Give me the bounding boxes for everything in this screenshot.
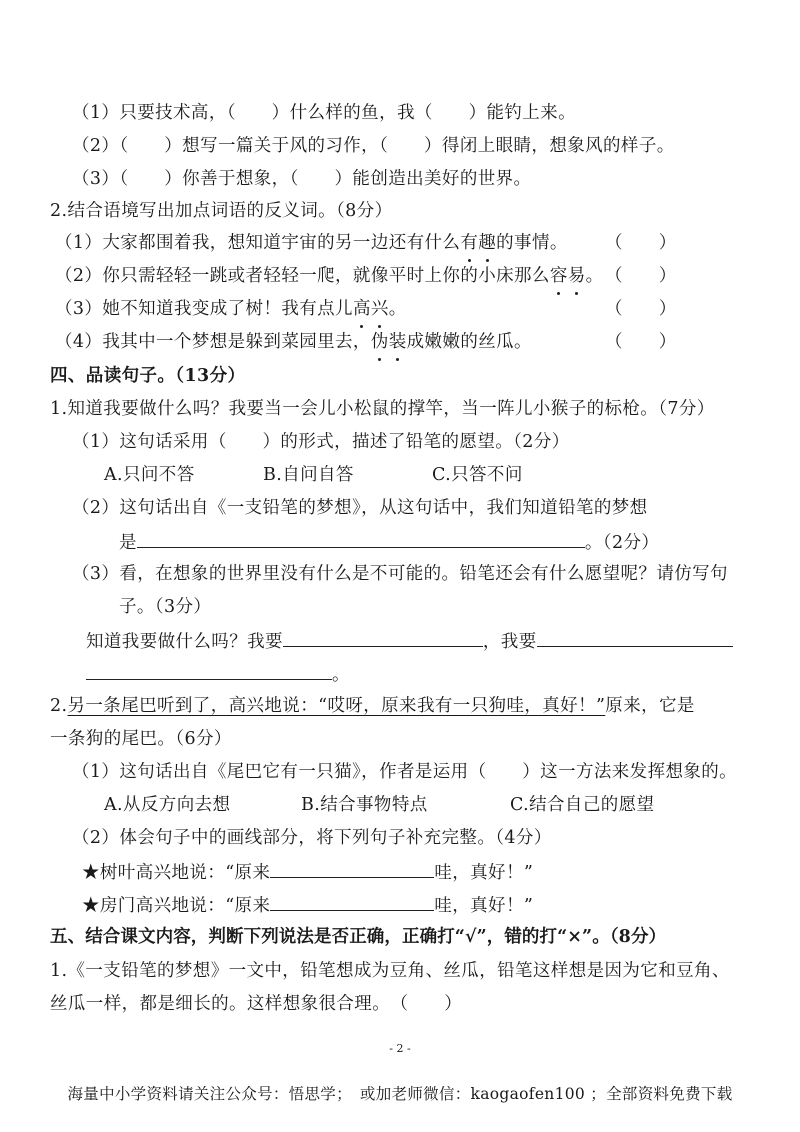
star-item-2: ★房门高兴地说：“原来 哇，真好！”	[82, 892, 533, 918]
question-1-sub2: （2）这句话出自《一支铅笔的梦想》，从这句话中，我们知道铅笔的梦想	[72, 498, 648, 518]
answer-blank[interactable]	[137, 529, 585, 548]
judge-item-1: 1.《一支铅笔的梦想》一文中，铅笔想成为豆角、丝瓜，铅笔这样想是因为它和豆角、	[50, 961, 730, 981]
answer-blank[interactable]	[86, 661, 332, 680]
answer-paren[interactable]: （ ）	[605, 233, 677, 253]
question-2-sub2: （2）体会句子中的画线部分，将下列句子补充完整。（4分）	[72, 828, 552, 848]
dotted-char: 伪	[370, 332, 389, 352]
answer-blank[interactable]	[270, 859, 434, 878]
answer-blank[interactable]	[537, 628, 733, 647]
antonym-item-3: （3）她不知道我变成了树！我有点儿高兴。	[55, 299, 407, 319]
option-c[interactable]: C.只答不问	[432, 465, 523, 485]
fill-blank-line-1: （1）只要技术高，（ ）什么样的鱼，我（ ）能钓上来。	[72, 103, 576, 123]
answer-blank[interactable]	[270, 892, 434, 911]
dotted-char: 兴	[370, 299, 389, 319]
antonym-item-1: （1）大家都围着我，想知道宇宙的另一边还有什么有趣的事情。	[55, 233, 568, 253]
question-antonyms-title: 2.结合语境写出加点词语的反义词。（8分）	[50, 201, 393, 221]
option-b[interactable]: B.自问自答	[263, 465, 354, 485]
antonym-item-4: （4）我其中一个梦想是躲到菜园里去，伪装成嫩嫩的丝瓜。	[55, 332, 532, 352]
option-a[interactable]: A.从反方向去想	[104, 795, 231, 815]
imitation-sentence-line-2: 。	[86, 661, 350, 687]
question-2-title: 2.另一条尾巴听到了，高兴地说：“哎呀，原来我有一只狗哇，真好！”原来，它是	[50, 696, 695, 716]
dotted-char: 有	[460, 233, 479, 253]
section-heading: 四、品读句子。（13分）	[50, 366, 246, 386]
dotted-char: 高	[352, 299, 371, 319]
page-number: - 2 -	[389, 1042, 411, 1055]
antonym-item-2: （2）你只需轻轻一跳或者轻轻一爬，就像平时上你的小床那么容易。	[55, 266, 604, 286]
dotted-char: 装	[388, 332, 407, 352]
question-1-sub3: （3）看，在想象的世界里没有什么是不可能的。铅笔还会有什么愿望呢？请仿写句	[72, 564, 728, 584]
question-2-sub1: （1）这句话出自《尾巴它有一只猫》，作者是运用（ ）这一方法来发挥想象的。	[72, 762, 738, 782]
option-b[interactable]: B.结合事物特点	[301, 795, 428, 815]
option-a[interactable]: A.只问不答	[104, 465, 195, 485]
footer-note: 海量中小学资料请关注公众号：悟思学； 或加老师微信：kaogaofen100 ；全部资料免费下载	[67, 1085, 733, 1103]
section-heading: 五、结合课文内容，判断下列说法是否正确，正确打“√”，错的打“×”。（8分）	[50, 927, 667, 947]
answer-paren[interactable]: （ ）	[605, 332, 677, 352]
fill-blank-line-3: （3）（ ）你善于想象，（ ）能创造出美好的世界。	[72, 169, 532, 189]
answer-paren[interactable]: （ ）	[605, 299, 677, 319]
answer-paren[interactable]: （ ）	[605, 266, 677, 286]
dotted-char: 容	[549, 266, 568, 286]
star-item-1: ★树叶高兴地说：“原来 哇，真好！”	[82, 859, 533, 885]
dotted-char: 易	[567, 266, 586, 286]
question-1-title: 1.知道我要做什么吗？我要当一会儿小松鼠的撑竿，当一阵儿小猴子的标枪。（7分）	[50, 399, 715, 419]
question-1-sub3-cont: 子。（3分）	[119, 597, 212, 617]
option-c[interactable]: C.结合自己的愿望	[510, 795, 655, 815]
question-1-sub2-answer-line: 是 。（2分）	[119, 529, 659, 555]
answer-blank[interactable]	[283, 628, 483, 647]
imitation-sentence-line: 知道我要做什么吗？我要 ，我要	[86, 628, 733, 654]
underlined-sentence: 另一条尾巴听到了，高兴地说：“哎呀，原来我有一只狗哇，真好！”	[67, 696, 606, 716]
question-2-title-cont: 一条狗的尾巴。（6分）	[50, 729, 232, 749]
fill-blank-line-2: （2）（ ）想写一篇关于风的习作，（ ）得闭上眼睛，想象风的样子。	[72, 136, 675, 156]
question-1-sub1: （1）这句话采用（ ）的形式，描述了铅笔的愿望。（2分）	[72, 432, 570, 452]
judge-item-1-cont: 丝瓜一样，都是细长的。这样想象很合理。 （ ）	[50, 994, 463, 1014]
dotted-char: 趣	[478, 233, 497, 253]
